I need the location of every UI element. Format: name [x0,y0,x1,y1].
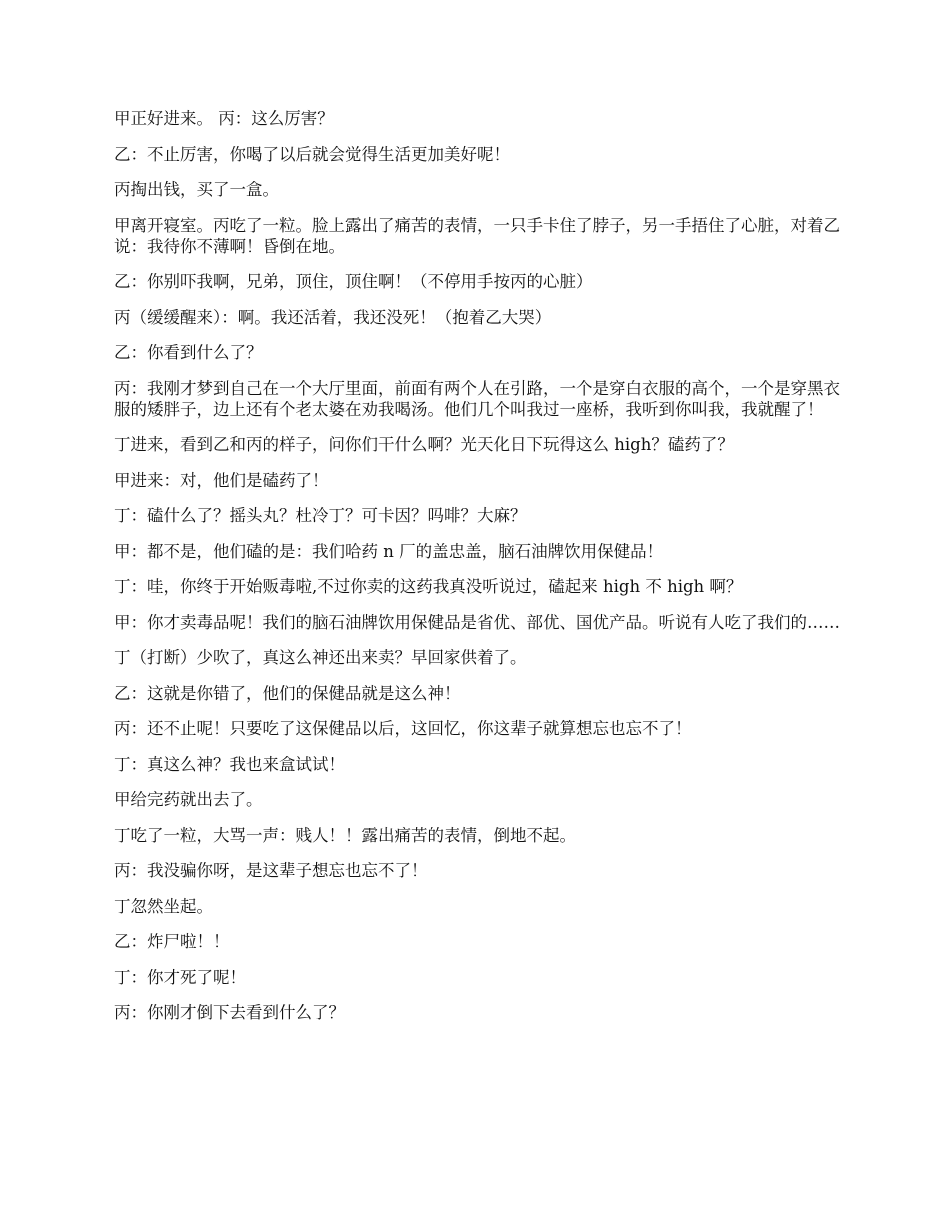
paragraph: 丙：我没骗你呀，是这辈子想忘也忘不了！ [114,861,428,880]
paragraph: 甲进来：对，他们是磕药了！ [114,470,329,490]
paragraph: 乙：炸尸啦！！ [114,932,230,951]
paragraph: 丙：你刚才倒下去看到什么了？ [114,1003,345,1022]
paragraph: 甲：都不是，他们磕的是：我们哈药 n 厂的盖忠盖，脑石油牌饮用保健品！ [114,541,664,561]
paragraph: 丁：哇，你终于开始贩毒啦,不过你卖的这药我真没听说过，磕起来 high 不 high 啊？ [114,577,743,596]
paragraph: 甲：你才卖毒品呢！我们的脑石油牌饮用保健品是省优、部优、国优产品。听说有人吃了我们的…… [114,612,840,632]
document-body [114,108,840,1038]
paragraph: 丙（缓缓醒来）：啊。我还活着，我还没死！（抱着乙大哭） [114,307,552,327]
paragraph: 甲正好进来。 丙：这么厉害？ [114,109,334,128]
paragraph: 丙：我刚才梦到自己在一个大厅里面，前面有两个人在引路，一个是穿白衣服的高个，一个是穿黑衣服的矮胖子，边上还有个老太婆在劝我喝汤。他们几个叫我过一座桥，我听到你叫我，我就醒了！ [114,378,840,419]
paragraph: 乙：不止厉害，你喝了以后就会觉得生活更加美好呢！ [114,144,510,164]
paragraph: 丁：你才死了呢！ [114,967,246,987]
paragraph: 丁进来，看到乙和丙的样子，问你们干什么啊？光天化日下玩得这么 high？磕药了？ [114,435,734,454]
paragraph: 甲给完药就出去了。 [114,790,263,809]
paragraph: 乙：你别吓我啊，兄弟，顶住，顶住啊！（不停用手按丙的心脏） [114,272,593,291]
paragraph: 丁忽然坐起。 [114,896,213,916]
paragraph: 丁：真这么神？我也来盒试试！ [114,754,345,774]
paragraph: 乙：你看到什么了？ [114,343,263,362]
paragraph: 丙：还不止呢！只要吃了这保健品以后，这回忆，你这辈子就算想忘也忘不了！ [114,719,692,738]
paragraph: 丁：磕什么了？摇头丸？杜冷丁？可卡因？吗啡？大麻？ [114,506,527,525]
paragraph: 丙掏出钱，买了一盒。 [114,180,279,199]
paragraph: 甲离开寝室。丙吃了一粒。脸上露出了痛苦的表情，一只手卡住了脖子，另一手捂住了心脏，对着乙说：我待你不薄啊！昏倒在地。 [114,215,840,256]
paragraph: 丁（打断）少吹了，真这么神还出来卖？早回家供着了。 [114,648,527,667]
paragraph: 乙：这就是你错了，他们的保健品就是这么神！ [114,683,461,703]
paragraph: 丁吃了一粒，大骂一声：贱人！！露出痛苦的表情，倒地不起。 [114,825,576,845]
